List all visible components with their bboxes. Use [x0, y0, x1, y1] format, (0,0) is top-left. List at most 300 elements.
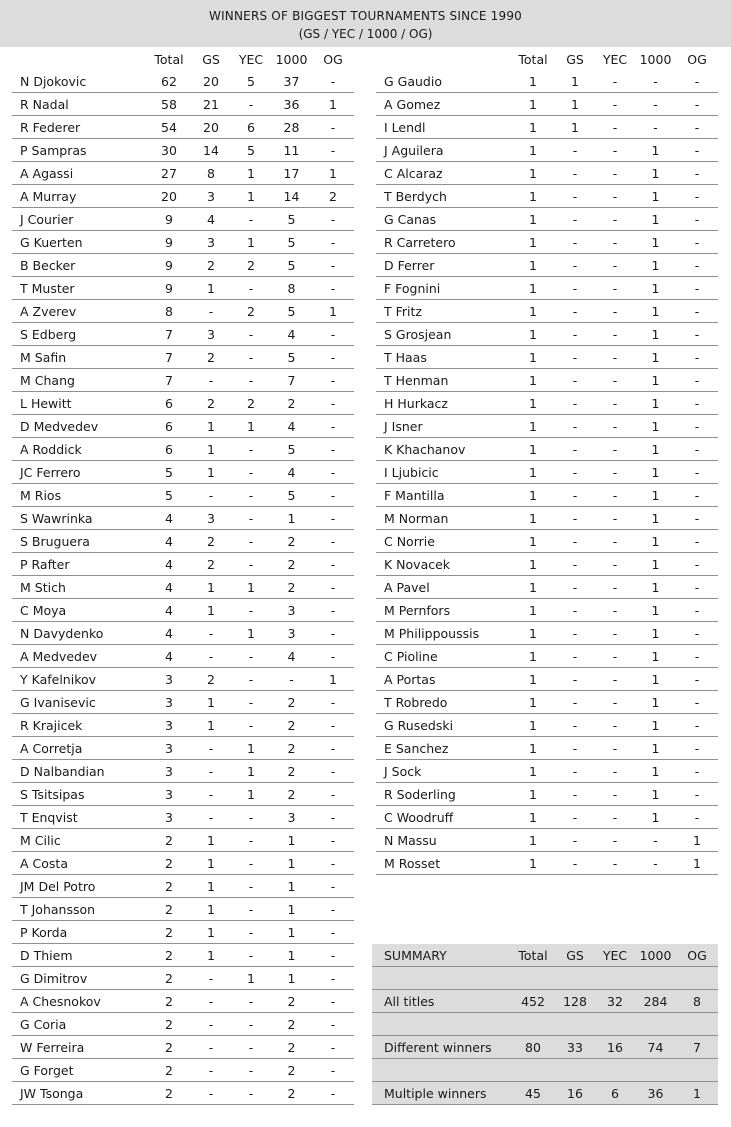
m1000-value: 4 — [271, 415, 312, 438]
yec-value: - — [595, 760, 635, 783]
total-value: 1 — [511, 645, 555, 668]
gs-value: - — [555, 484, 595, 507]
yec-value: - — [595, 415, 635, 438]
m1000-value: 1 — [635, 254, 676, 277]
og-value: 2 — [312, 185, 354, 208]
player-name: JC Ferrero — [12, 461, 147, 484]
total-value: 4 — [147, 599, 191, 622]
og-value: - — [676, 622, 718, 645]
yec-value: - — [595, 691, 635, 714]
og-value: - — [676, 231, 718, 254]
header-blank — [12, 48, 147, 70]
gs-value: 2 — [191, 254, 231, 277]
gs-value: - — [191, 300, 231, 323]
player-name: G Ivanisevic — [12, 691, 147, 714]
total-value: 3 — [147, 783, 191, 806]
gs-value: - — [191, 990, 231, 1013]
table-row — [12, 438, 354, 461]
yec-value: 1 — [231, 185, 271, 208]
table-row — [12, 1036, 354, 1059]
player-name: T Fritz — [376, 300, 511, 323]
yec-value: - — [231, 1082, 271, 1105]
og-value: - — [312, 553, 354, 576]
table-row — [12, 231, 354, 254]
gs-value: - — [191, 806, 231, 829]
total-value: 2 — [147, 875, 191, 898]
player-name: G Coria — [12, 1013, 147, 1036]
header-gs: GS — [566, 51, 584, 67]
og-value: - — [312, 1036, 354, 1059]
yec-value: - — [231, 806, 271, 829]
total-value: 6 — [147, 438, 191, 461]
gs-value: - — [555, 852, 595, 875]
table-row — [12, 162, 354, 185]
table-row — [12, 875, 354, 898]
og-value: - — [312, 852, 354, 875]
m1000-value: 2 — [271, 691, 312, 714]
og-value: - — [676, 93, 718, 116]
gs-value: - — [191, 622, 231, 645]
m1000-value: 1 — [635, 277, 676, 300]
og-value: - — [312, 438, 354, 461]
table-row — [12, 599, 354, 622]
og-value: - — [676, 530, 718, 553]
player-name: T Johansson — [12, 898, 147, 921]
og-value: 1 — [676, 852, 718, 875]
og-value: - — [312, 898, 354, 921]
total-value: 2 — [147, 1036, 191, 1059]
og-value: - — [676, 323, 718, 346]
yec-value: - — [595, 461, 635, 484]
m1000-value: 3 — [271, 806, 312, 829]
summary-header-1000: 1000 — [635, 944, 676, 967]
table-row — [12, 139, 354, 162]
gs-value: 2 — [191, 346, 231, 369]
table-row — [376, 208, 718, 231]
total-value: 1 — [511, 254, 555, 277]
m1000-value: 3 — [271, 599, 312, 622]
total-value: 3 — [147, 760, 191, 783]
yec-value: - — [595, 622, 635, 645]
m1000-value: 2 — [271, 1059, 312, 1082]
summary-header-total: Total — [511, 944, 555, 967]
og-value: - — [676, 208, 718, 231]
summary-row-multiple-winners — [372, 1082, 718, 1105]
og-value: - — [312, 1059, 354, 1082]
table-row — [376, 415, 718, 438]
table-row — [376, 760, 718, 783]
table-row — [12, 116, 354, 139]
player-name: R Krajicek — [12, 714, 147, 737]
total-value: 1 — [511, 622, 555, 645]
yec-value: - — [595, 553, 635, 576]
summary-title: SUMMARY — [372, 944, 511, 967]
m1000-value: - — [635, 70, 676, 93]
m1000-value: 1 — [635, 392, 676, 415]
og-value: - — [676, 300, 718, 323]
yec-value: - — [231, 461, 271, 484]
yec-value: - — [595, 714, 635, 737]
gs-value: - — [555, 806, 595, 829]
m1000-value: 1 — [635, 162, 676, 185]
og-value: - — [676, 691, 718, 714]
table-row — [12, 1082, 354, 1105]
yec-value: - — [231, 990, 271, 1013]
gs-value: 1 — [191, 852, 231, 875]
total-value: 1 — [511, 139, 555, 162]
og-value: - — [312, 737, 354, 760]
player-name: A Zverev — [12, 300, 147, 323]
og-value: - — [312, 714, 354, 737]
total-value: 1 — [511, 162, 555, 185]
total-value: 58 — [147, 93, 191, 116]
table-row — [376, 392, 718, 415]
header-1000: 1000 — [275, 51, 308, 67]
table-row — [376, 93, 718, 116]
player-name: M Pernfors — [376, 599, 511, 622]
total-value: 1 — [511, 369, 555, 392]
yec-value: - — [595, 668, 635, 691]
og-value: - — [312, 622, 354, 645]
total-value: 1 — [511, 852, 555, 875]
gs-value: - — [191, 737, 231, 760]
gs-value: 2 — [191, 530, 231, 553]
player-name: M Rosset — [376, 852, 511, 875]
yec-value: - — [231, 852, 271, 875]
player-name: T Haas — [376, 346, 511, 369]
og-value: - — [312, 415, 354, 438]
m1000-value: 1 — [635, 369, 676, 392]
summary-1000: 36 — [635, 1082, 676, 1105]
m1000-value: 1 — [635, 231, 676, 254]
og-value: - — [312, 1082, 354, 1105]
og-value: - — [312, 875, 354, 898]
table-row — [12, 576, 354, 599]
table-row — [376, 162, 718, 185]
yec-value: 5 — [231, 139, 271, 162]
total-value: 1 — [511, 829, 555, 852]
player-name: R Nadal — [12, 93, 147, 116]
yec-value: - — [595, 323, 635, 346]
og-value: - — [312, 208, 354, 231]
header-1000: 1000 — [639, 51, 672, 67]
yec-value: - — [595, 185, 635, 208]
og-value: - — [312, 369, 354, 392]
gs-value: 20 — [191, 70, 231, 93]
header-total: Total — [518, 51, 548, 67]
total-value: 1 — [511, 530, 555, 553]
table-row — [12, 208, 354, 231]
yec-value: - — [595, 852, 635, 875]
yec-value: 5 — [231, 70, 271, 93]
og-value: - — [676, 553, 718, 576]
gs-value: 1 — [555, 93, 595, 116]
total-value: 27 — [147, 162, 191, 185]
title-band — [0, 0, 731, 47]
yec-value: 1 — [231, 415, 271, 438]
player-name: S Wawrinka — [12, 507, 147, 530]
table-row — [12, 990, 354, 1013]
table-row — [12, 645, 354, 668]
total-value: 1 — [511, 484, 555, 507]
gs-value: - — [555, 231, 595, 254]
gs-value: 8 — [191, 162, 231, 185]
total-value: 1 — [511, 806, 555, 829]
player-name: M Chang — [12, 369, 147, 392]
yec-value: 1 — [231, 783, 271, 806]
table-row — [376, 645, 718, 668]
m1000-value: 37 — [271, 70, 312, 93]
total-value: 1 — [511, 714, 555, 737]
summary-header-og: OG — [676, 944, 718, 967]
total-value: 20 — [147, 185, 191, 208]
og-value: - — [312, 967, 354, 990]
player-name: D Nalbandian — [12, 760, 147, 783]
gs-value: - — [191, 760, 231, 783]
m1000-value: 5 — [271, 208, 312, 231]
table-row — [12, 967, 354, 990]
total-value: 2 — [147, 829, 191, 852]
table-row — [376, 369, 718, 392]
table-row — [376, 461, 718, 484]
yec-value: 1 — [231, 231, 271, 254]
total-value: 1 — [511, 737, 555, 760]
table-row — [376, 783, 718, 806]
player-name: A Pavel — [376, 576, 511, 599]
winners-table-right-body — [376, 70, 718, 875]
table-row — [376, 737, 718, 760]
yec-value: - — [595, 254, 635, 277]
total-value: 5 — [147, 484, 191, 507]
player-name: J Sock — [376, 760, 511, 783]
gs-value: 1 — [191, 921, 231, 944]
summary-header-yec: YEC — [595, 944, 635, 967]
m1000-value: 2 — [271, 1082, 312, 1105]
m1000-value: 1 — [635, 185, 676, 208]
m1000-value: 1 — [271, 852, 312, 875]
table-row — [12, 415, 354, 438]
yec-value: - — [231, 438, 271, 461]
og-value: - — [676, 461, 718, 484]
total-value: 4 — [147, 507, 191, 530]
total-value: 9 — [147, 254, 191, 277]
og-value: - — [312, 1013, 354, 1036]
player-name: A Costa — [12, 852, 147, 875]
og-value: - — [312, 392, 354, 415]
total-value: 9 — [147, 277, 191, 300]
gs-value: 1 — [191, 576, 231, 599]
summary-spacer-row — [372, 1059, 718, 1082]
og-value: - — [676, 162, 718, 185]
yec-value: - — [595, 530, 635, 553]
og-value: - — [676, 507, 718, 530]
m1000-value: 1 — [635, 346, 676, 369]
og-value: - — [312, 645, 354, 668]
m1000-value: 1 — [635, 599, 676, 622]
gs-value: 1 — [191, 944, 231, 967]
m1000-value: 1 — [635, 438, 676, 461]
og-value: - — [676, 70, 718, 93]
table-row — [376, 852, 718, 875]
gs-value: - — [191, 369, 231, 392]
gs-value: - — [555, 162, 595, 185]
gs-value: - — [555, 737, 595, 760]
m1000-value: 1 — [635, 461, 676, 484]
og-value: - — [676, 714, 718, 737]
yec-value: - — [231, 369, 271, 392]
table-row — [376, 231, 718, 254]
total-value: 1 — [511, 691, 555, 714]
table-row — [12, 1013, 354, 1036]
m1000-value: - — [635, 116, 676, 139]
m1000-value: 2 — [271, 783, 312, 806]
table-row — [12, 898, 354, 921]
gs-value: - — [555, 277, 595, 300]
m1000-value: 5 — [271, 346, 312, 369]
m1000-value: 2 — [271, 553, 312, 576]
total-value: 2 — [147, 990, 191, 1013]
total-value: 54 — [147, 116, 191, 139]
summary-total: 452 — [511, 990, 555, 1013]
player-name: N Djokovic — [12, 70, 147, 93]
m1000-value: 1 — [635, 415, 676, 438]
og-value: - — [676, 369, 718, 392]
gs-value: - — [555, 369, 595, 392]
yec-value: - — [231, 507, 271, 530]
gs-value: - — [555, 415, 595, 438]
player-name: M Philippoussis — [376, 622, 511, 645]
yec-value: - — [231, 1013, 271, 1036]
total-value: 8 — [147, 300, 191, 323]
yec-value: - — [595, 507, 635, 530]
total-value: 9 — [147, 208, 191, 231]
yec-value: - — [231, 944, 271, 967]
yec-value: - — [595, 783, 635, 806]
table-row — [376, 70, 718, 93]
table-row — [12, 806, 354, 829]
yec-value: 1 — [231, 737, 271, 760]
yec-value: 1 — [231, 967, 271, 990]
yec-value: - — [595, 645, 635, 668]
player-name: N Massu — [376, 829, 511, 852]
total-value: 1 — [511, 231, 555, 254]
player-name: J Isner — [376, 415, 511, 438]
og-value: - — [676, 139, 718, 162]
total-value: 2 — [147, 1013, 191, 1036]
gs-value: - — [555, 668, 595, 691]
m1000-value: 2 — [271, 1013, 312, 1036]
total-value: 7 — [147, 346, 191, 369]
m1000-value: 1 — [635, 760, 676, 783]
table-row — [376, 829, 718, 852]
og-value: - — [676, 116, 718, 139]
m1000-value: 1 — [271, 921, 312, 944]
table-row — [12, 254, 354, 277]
yec-value: - — [231, 829, 271, 852]
gs-value: 2 — [191, 392, 231, 415]
player-name: C Alcaraz — [376, 162, 511, 185]
yec-value: - — [595, 93, 635, 116]
table-row — [12, 668, 354, 691]
total-value: 62 — [147, 70, 191, 93]
total-value: 1 — [511, 208, 555, 231]
player-name: R Soderling — [376, 783, 511, 806]
yec-value: - — [595, 162, 635, 185]
table-row — [376, 714, 718, 737]
player-name: JM Del Potro — [12, 875, 147, 898]
og-value: - — [312, 599, 354, 622]
gs-value: - — [555, 691, 595, 714]
player-name: C Pioline — [376, 645, 511, 668]
gs-value: 3 — [191, 185, 231, 208]
m1000-value: 28 — [271, 116, 312, 139]
yec-value: - — [231, 277, 271, 300]
total-value: 3 — [147, 806, 191, 829]
m1000-value: 1 — [635, 783, 676, 806]
gs-value: 3 — [191, 507, 231, 530]
summary-1000: 74 — [635, 1036, 676, 1059]
header-gs: GS — [202, 51, 220, 67]
total-value: 3 — [147, 714, 191, 737]
player-name: I Lendl — [376, 116, 511, 139]
m1000-value: 1 — [635, 645, 676, 668]
total-value: 1 — [511, 323, 555, 346]
og-value: - — [312, 346, 354, 369]
gs-value: 1 — [191, 829, 231, 852]
m1000-value: 4 — [271, 461, 312, 484]
gs-value: - — [555, 599, 595, 622]
m1000-value: 2 — [271, 530, 312, 553]
m1000-value: 4 — [271, 645, 312, 668]
table-row — [376, 300, 718, 323]
player-name: A Murray — [12, 185, 147, 208]
gs-value: - — [555, 760, 595, 783]
total-value: 1 — [511, 300, 555, 323]
total-value: 2 — [147, 921, 191, 944]
gs-value: 3 — [191, 323, 231, 346]
og-value: - — [676, 438, 718, 461]
table-row — [12, 369, 354, 392]
m1000-value: 4 — [271, 323, 312, 346]
og-value: - — [312, 116, 354, 139]
yec-value: - — [595, 70, 635, 93]
player-name: R Carretero — [376, 231, 511, 254]
total-value: 6 — [147, 415, 191, 438]
player-name: M Stich — [12, 576, 147, 599]
gs-value: 1 — [191, 415, 231, 438]
table-row — [376, 576, 718, 599]
m1000-value: 1 — [635, 622, 676, 645]
gs-value: - — [191, 1013, 231, 1036]
table-row — [12, 185, 354, 208]
total-value: 2 — [147, 967, 191, 990]
yec-value: - — [231, 898, 271, 921]
og-value: - — [676, 806, 718, 829]
summary-row-all-titles — [372, 990, 718, 1013]
summary-total: 80 — [511, 1036, 555, 1059]
gs-value: - — [555, 139, 595, 162]
m1000-value: 1 — [635, 714, 676, 737]
player-name: W Ferreira — [12, 1036, 147, 1059]
og-value: - — [312, 944, 354, 967]
yec-value: - — [595, 737, 635, 760]
table-row — [12, 93, 354, 116]
table-row — [12, 783, 354, 806]
yec-value: - — [595, 208, 635, 231]
m1000-value: 1 — [635, 576, 676, 599]
table-row — [12, 392, 354, 415]
yec-value: - — [231, 599, 271, 622]
